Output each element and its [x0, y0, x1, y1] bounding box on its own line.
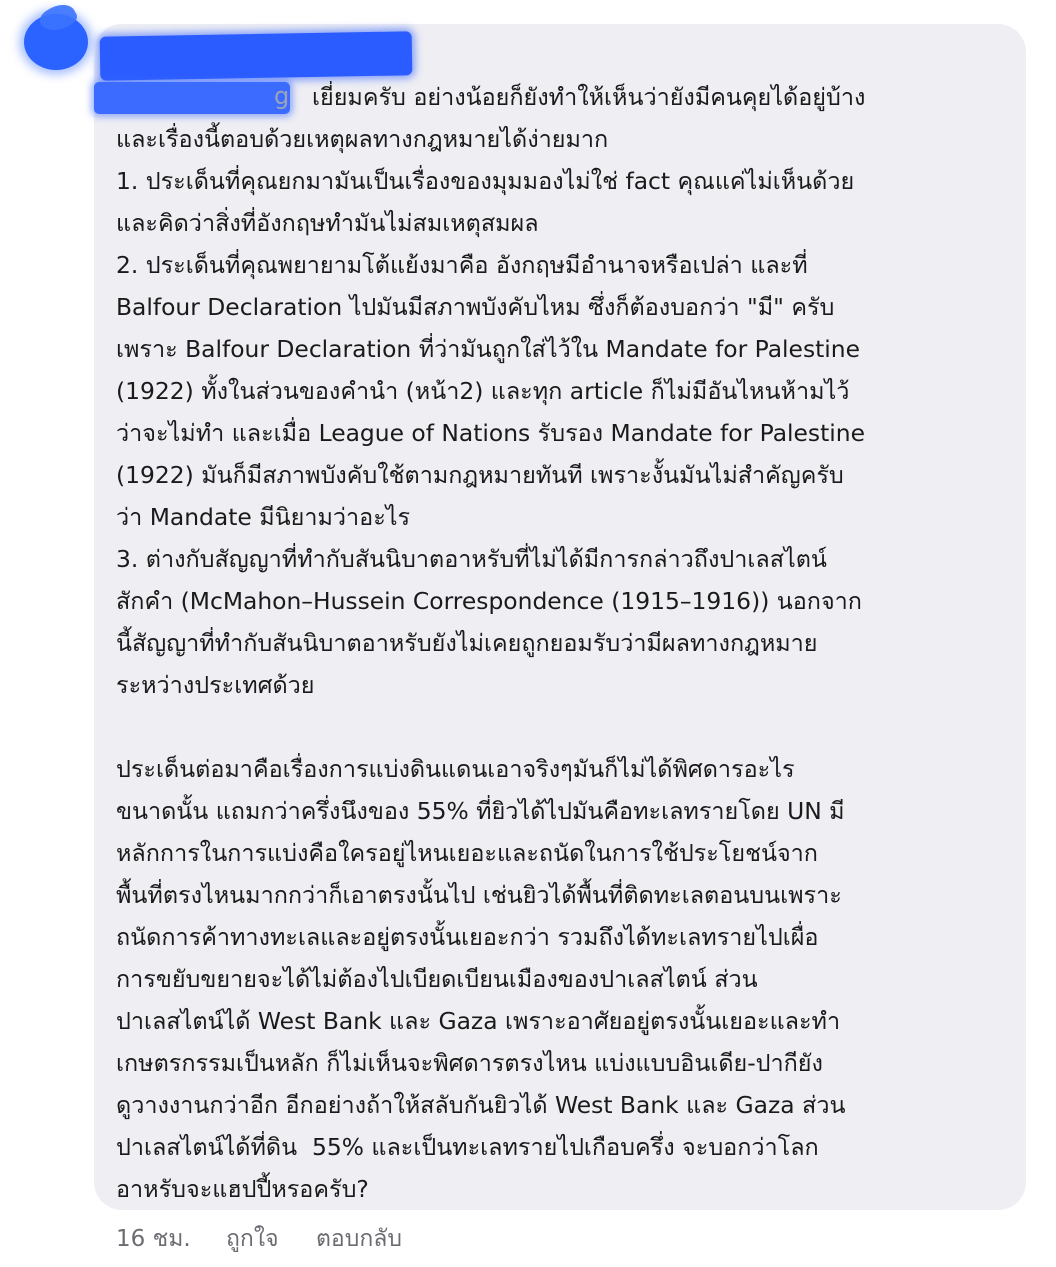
comment-text — [116, 76, 1016, 1210]
reply-button[interactable]: ตอบกลับ — [316, 1226, 402, 1252]
comment-actions — [116, 1224, 402, 1254]
like-button[interactable]: ถูกใจ — [226, 1226, 279, 1252]
comment-body: เยี่ยมครับ อย่างน้อยก็ยังทำให้เห็นว่ายังมีคนคุยได้อยู่บ้าง และเรื่องนี้ตอบด้วยเหตุผลทางกฎหมายได้ง่ายมาก 1. ประเด็นที่คุณยกมามันเป็นเรื่องของมุมมองไม่ใช่ fact คุณแค่ไม่เห็นด้วย และคิดว่าสิ่งที่อังกฤษทำมันไม่สมเหตุสมผล 2. ประเด็นที่คุณพยายามโต้แย้งมาคือ อังกฤษมีอำนาจหรือเปล่า และที่ Balfour Declaration ไปมันมีสภาพบังคับไหม ซึ่งก็ต้องบอกว่า "มี" ครับ เพราะ Balfour Declaration ที่ว่ามันถูกใส่ไว้ใน Mandate for Palestine (1922) ทั้งในส่วนของคำนำ (หน้า2) และทุก article ก็ไม่มีอันไหนห้ามไว้ ว่าจะไม่ทำ และเมื่อ League of Nations รับรอง Mandate for Palestine (1922) มันก็มีสภาพบังคับใช้ตามกฎหมายทันที เพราะงั้นมันไม่สำคัญครับ ว่า Mandate มีนิยามว่าอะไร 3. ต่างกับสัญญาที่ทำกับสันนิบาตอาหรับที่ไม่ได้มีการกล่าวถึงปาเลสไตน์ สักคำ (McMahon–Hussein Correspondence (1915–1916)) นอกจาก นี้สัญญาที่ทำกับสันนิบาตอาหรับยังไม่เคยถูกยอมรับว่ามีผลทางกฎหมาย ระหว่างประเทศด้วย ประเด็นต่อมาคือเรื่องการแบ่งดินแดนเอาจริงๆมันก็ไม่ได้พิศดารอะไร ขนาดนั้น แถมกว่าครึ่งนึงของ 55% ที่ยิวได้ไปมันคือทะเลทรายโดย UN มี หลักการในการแบ่งคือใครอยู่ไหนเยอะและถนัดในการใช้ประโยชน์จาก พื้นที่ตรงไหนมากกว่าก็เอาตรงนั้นไป เช่นยิวได้พื้นที่ติดทะเลตอนบนเพราะ ถนัดการค้าทางทะเลและอยู่ตรงนั้นเยอะกว่า รวมถึงได้ทะเลทรายไปเผื่อ การขยับขยายจะได้ไม่ต้องไปเบียดเบียนเมืองของปาเลสไตน์ ส่วน ปาเลสไตน์ได้ West Bank และ Gaza เพราะอาศัยอยู่ตรงนั้นเยอะและทำ เกษตรกรรมเป็นหลัก ก็ไม่เห็นจะพิศดารตรงไหน แบ่งแบบอินเดีย-ปากียัง ดูวางงานกว่าอีก อีกอย่างถ้าให้สลับกันยิวได้ West Bank และ Gaza ส่วน ปาเลสไตน์ได้ที่ดิน 55% และเป็นทะเลทรายไปเกือบครึ่ง จะบอกว่าโลก อาหรับจะแฮปปี้หรอครับ? — [116, 83, 866, 1203]
comment-timestamp[interactable]: 16 ชม. — [116, 1226, 191, 1252]
mention-tag-tail: g — [274, 82, 290, 110]
author-name-redacted[interactable] — [100, 31, 413, 80]
